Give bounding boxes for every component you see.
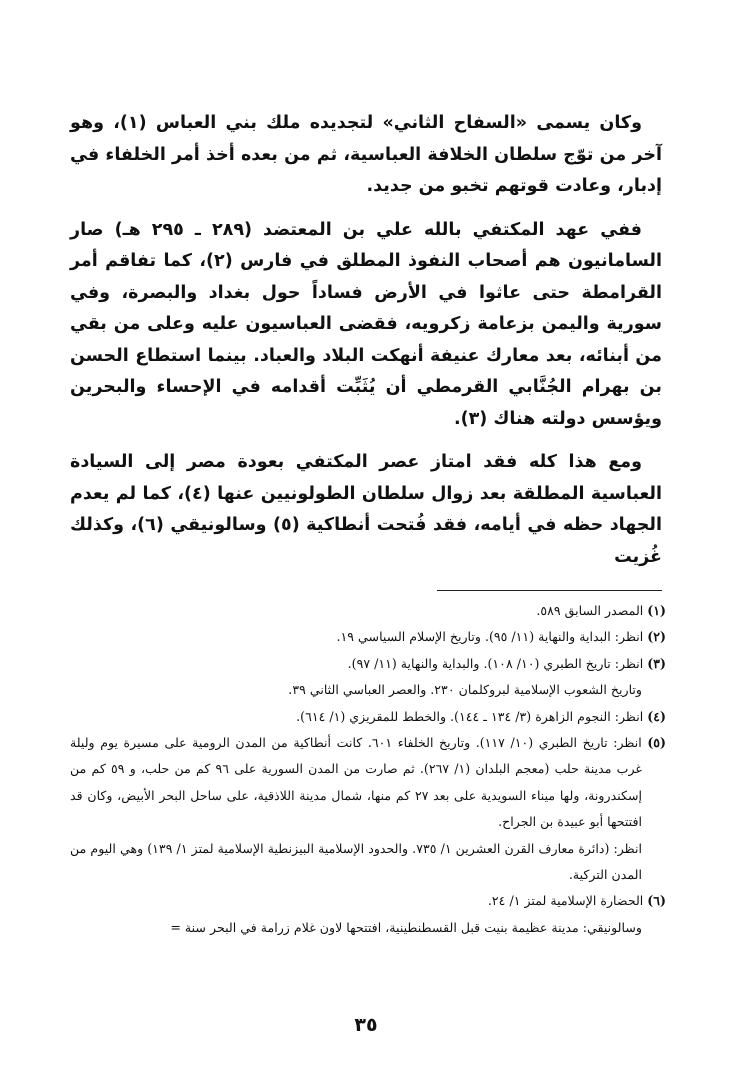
paragraph-1: وكان يسمى «السفاح الثاني» لتجديده ملك بني العباس (١)، وهو آخر من توّج سلطان الخلافة العباسية، ثم من بعده أخذ أمر الخلفاء في إدبار، وعادت قوتهم تخبو من جديد. — [70, 113, 662, 196]
footnotes — [70, 598, 666, 941]
footnote-6 — [70, 888, 666, 914]
footnote-text: الحضارة الإسلامية لمتز ١/ ٢٤. — [487, 893, 644, 909]
footnote-text: انظر: تاريخ الطبري (١٠/ ١٠٨). والبداية والنهاية (١١/ ٩٧). — [347, 655, 644, 671]
footnote-6-continued — [70, 915, 666, 941]
footnote-separator — [437, 590, 662, 591]
footnote-number: (٣) — [647, 655, 666, 671]
footnote-4 — [70, 704, 666, 730]
footnote-text: وتاريخ الشعوب الإسلامية لبروكلمان ٢٣٠. والعصر العباسي الثاني ٣٩. — [288, 682, 642, 698]
footnote-number: (٤) — [647, 708, 666, 724]
footnote-text: انظر: النجوم الزاهرة (٣/ ١٣٤ ـ ١٤٤). والخطط للمقريزي (١/ ٦١٤). — [296, 708, 644, 724]
footnote-number: (٥) — [647, 735, 667, 751]
footnote-5 — [70, 730, 666, 836]
footnote-text: انظر: (دائرة معارف القرن العشرين ١/ ٧٣٥. والحدود الإسلامية البيزنطية الإسلامية لمتز ١/ ١٣٩) وهي اليوم من المدن التركية. — [70, 840, 643, 883]
footnote-5-continued — [70, 836, 666, 889]
footnote-1 — [70, 598, 666, 624]
footnote-3-continued — [70, 677, 666, 703]
paragraph-3: ومع هذا كله فقد امتاز عصر المكتفي بعودة مصر إلى السيادة العباسية المطلقة بعد زوال سلطان الطولونيين عنها (٤)، كما لم يعدم الجهاد حظه في أيامه، فقد فُتحت أنطاكية (٥) وسالونيقي (٦)، وكذلك غُزيت — [70, 452, 662, 567]
footnote-text: انظر: البداية والنهاية (١١/ ٩٥). وتاريخ الإسلام السياسي ١٩. — [336, 629, 644, 645]
footnote-text: وسالونيقي: مدينة عظيمة بنيت قبل القسطنطينية، افتتحها لاون غلام زرامة في البحر سنة = — [170, 919, 642, 935]
footnote-text: المصدر السابق ٥٨٩. — [536, 603, 644, 618]
main-text — [70, 108, 662, 585]
footnote-3 — [70, 651, 666, 677]
page-number: ٣٥ — [354, 1014, 378, 1036]
footnote-number: (٢) — [647, 629, 666, 645]
footnote-number: (١) — [647, 603, 666, 618]
footnote-number: (٦) — [647, 893, 666, 909]
footnote-2 — [70, 624, 666, 650]
footnote-text: انظر: تاريخ الطبري (١٠/ ١١٧). وتاريخ الخلفاء ٦٠١. كانت أنطاكية من المدن الرومية على مسيرة يوم وليلة غرب مدينة حلب (معجم البلدان (١/ ٢٦٧). ثم صارت من المدن السورية على ٩٦ كم من حلب، و ٥٩ كم من إسكندرونة، ولها ميناء السويدية على بعد ٢٧ كم منها، شمال مدينة اللاذقية، على ساحل البحر الأبيض، وكان قد افتتحها أبو عبيدة بن الجراح. — [70, 735, 643, 830]
paragraph-2: ففي عهد المكتفي بالله علي بن المعتضد (٢٨٩ ـ ٢٩٥ هـ) صار السامانيون هم أصحاب النفوذ المطلق في فارس (٢)، كما تفاقم أمر القرامطة حتى عاثوا في الأرض فساداً حول بغداد والبصرة، وفي سورية واليمن بزعامة زكرويه، فقضى العباسيون عليه وعلى من بقي من أبنائه، بعد معارك عنيفة أنهكت البلاد والعباد. بينما استطاع الحسن بن بهرام الجُنَّابي القرمطي أن يُثَبِّت أقدامه في الإحساء والبحرين ويؤسس دولته هناك (٣). — [70, 219, 662, 429]
